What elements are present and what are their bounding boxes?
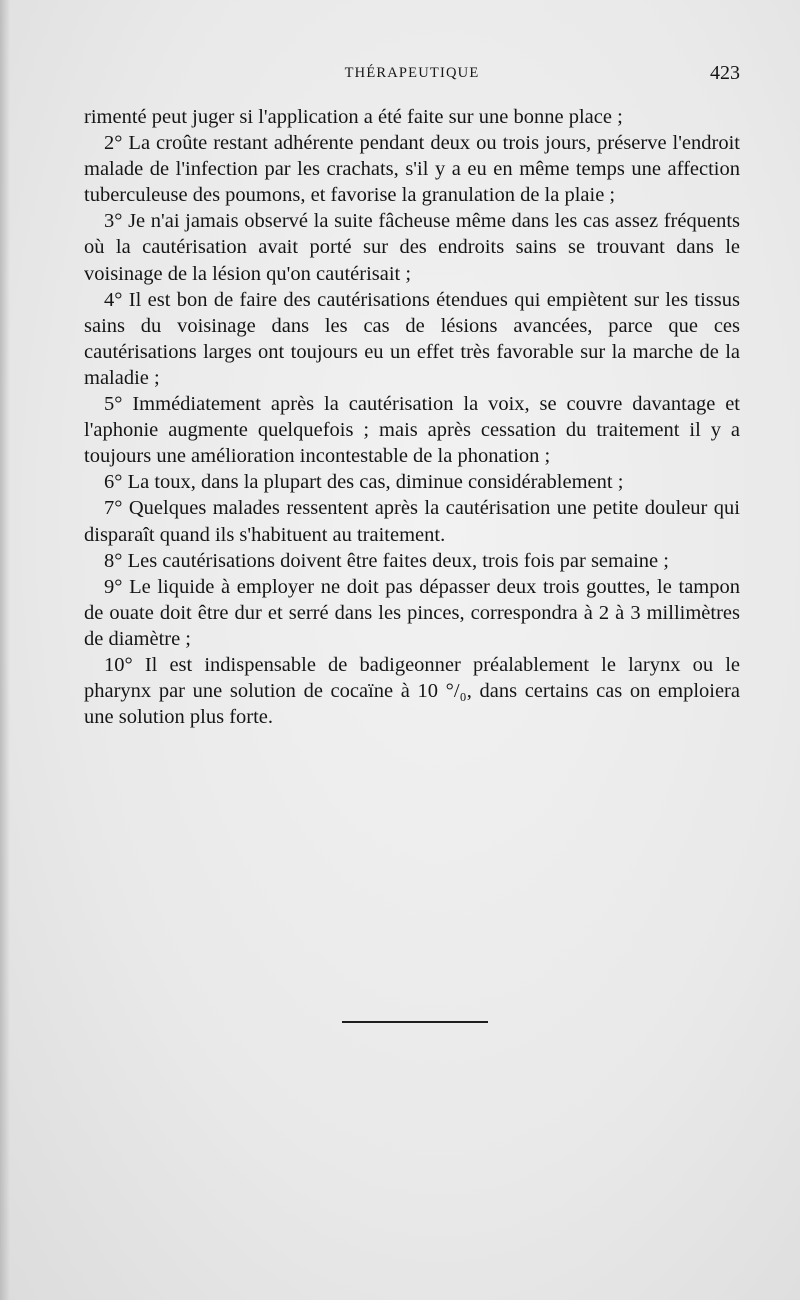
list-item-6: 6° La toux, dans la plupart des cas, diminue considérablement ; [104,471,624,494]
page-edge-shadow [0,0,10,1300]
list-item-4: 4° Il est bon de faire des cautérisations étendues qui empiètent sur les tissus sains du voisinage dans les cas de lésions avancées, parce que ces cautérisations larges ont toujours eu un effet très favorable sur la marche de la maladie ; [84,288,740,389]
running-title: THÉRAPEUTIQUE [344,65,480,81]
body-text [84,104,740,730]
list-item-5: 5° Immédiatement après la cautérisation la voix, se couvre davantage et l'aphonie augmente quelquefois ; mais après cessation du traitement il y a toujours une amélioration incontestable de la phonation ; [84,393,740,468]
list-item-9: 9° Le liquide à employer ne doit pas dépasser deux trois gouttes, le tampon de ouate doit être dur et serré dans les pinces, correspondra à 2 à 3 millimètres de diamètre ; [84,575,740,650]
list-item-8: 8° Les cautérisations doivent être faites deux, trois fois par semaine ; [104,549,669,572]
page-number: 423 [710,62,740,84]
list-item-2: 2° La croûte restant adhérente pendant deux ou trois jours, préserve l'endroit malade de l'infection par les crachats, s'il y a eu en même temps une affection tuberculeuse des poumons, et favorise la granulation de la plaie ; [84,132,740,207]
list-item-7: 7° Quelques malades ressentent après la cautérisation une petite douleur qui disparaît quand ils s'habituent au traitement. [84,497,740,546]
list-item-3: 3° Je n'ai jamais observé la suite fâcheuse même dans les cas assez fréquents où la cautérisation avait porté sur des endroits sains se trouvant dans le voisinage de la lésion qu'on cautérisait ; [84,210,740,285]
list-item-10: 10° Il est indispensable de badigeonner préalablement le larynx ou le pharynx par une solution de cocaïne à 10 °/₀, dans certains cas on emploiera une solution plus forte. [84,653,740,729]
paragraph-continuation: rimenté peut juger si l'application a été faite sur une bonne place ; [84,106,623,128]
section-separator-rule [342,1021,488,1023]
page-header [84,62,740,86]
